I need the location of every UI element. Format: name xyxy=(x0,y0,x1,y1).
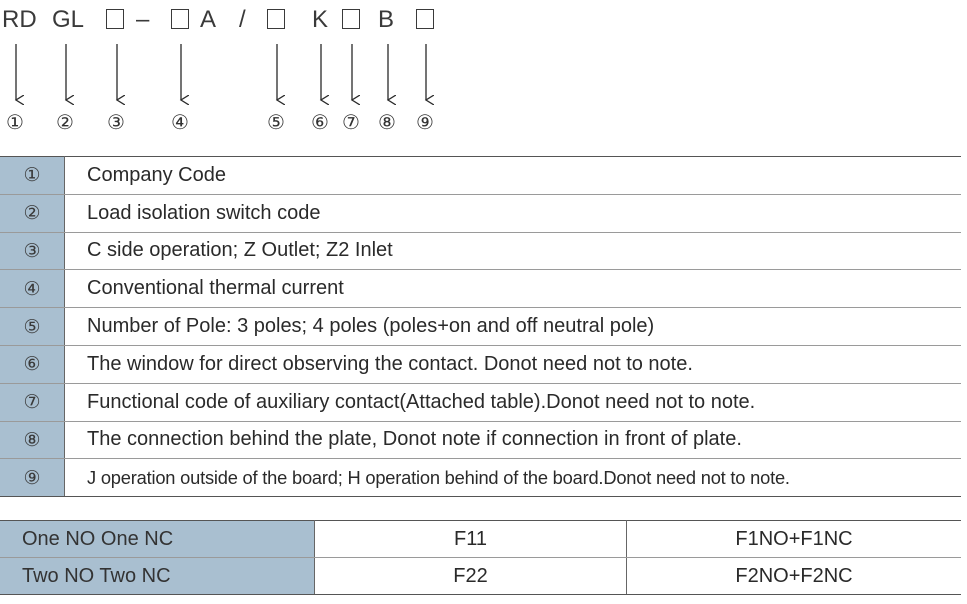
table-row xyxy=(0,383,961,421)
table-row xyxy=(0,308,961,346)
code-slash: / xyxy=(239,6,246,33)
auxiliary-contact-table xyxy=(0,520,961,595)
row-description: Load isolation switch code xyxy=(65,194,962,232)
table-row xyxy=(0,521,961,558)
contact-description: F2NO+F2NC xyxy=(627,558,962,595)
marker-3: ③ xyxy=(107,110,125,134)
row-number: ⑤ xyxy=(0,308,65,346)
table-row xyxy=(0,270,961,308)
marker-9: ⑨ xyxy=(416,110,434,134)
code-k: K xyxy=(312,6,329,33)
marker-2: ② xyxy=(56,110,74,134)
code-rd: RD xyxy=(2,6,37,33)
marker-8: ⑧ xyxy=(378,110,396,134)
row-description: C side operation; Z Outlet; Z2 Inlet xyxy=(65,232,962,270)
row-number: ⑨ xyxy=(0,459,65,497)
table-row xyxy=(0,157,961,195)
table-row xyxy=(0,558,961,595)
row-number: ⑧ xyxy=(0,421,65,459)
row-number: ⑥ xyxy=(0,345,65,383)
row-description: Number of Pole: 3 poles; 4 poles (poles+on and off neutral pole) xyxy=(65,308,962,346)
table-row xyxy=(0,194,961,232)
pointer-arrows xyxy=(0,0,967,110)
code-b: B xyxy=(378,6,395,33)
marker-7: ⑦ xyxy=(342,110,360,134)
code-gl: GL xyxy=(52,6,85,33)
code-dash: – xyxy=(136,6,150,33)
contact-code: F11 xyxy=(315,521,627,558)
table-row xyxy=(0,345,961,383)
contact-description: F1NO+F1NC xyxy=(627,521,962,558)
contact-code: F22 xyxy=(315,558,627,595)
row-description: Functional code of auxiliary contact(Attached table).Donot need not to note. xyxy=(65,383,962,421)
table-row xyxy=(0,421,961,459)
row-number: ④ xyxy=(0,270,65,308)
row-number: ③ xyxy=(0,232,65,270)
row-number: ① xyxy=(0,157,65,195)
contact-label: Two NO Two NC xyxy=(0,558,315,595)
marker-5: ⑤ xyxy=(267,110,285,134)
code-a: A xyxy=(200,6,217,33)
description-table xyxy=(0,156,961,497)
contact-label: One NO One NC xyxy=(0,521,315,558)
table-row xyxy=(0,232,961,270)
row-number: ② xyxy=(0,194,65,232)
row-description: Conventional thermal current xyxy=(65,270,962,308)
marker-6: ⑥ xyxy=(311,110,329,134)
marker-1: ① xyxy=(6,110,24,134)
row-description: J operation outside of the board; H operation behind of the board.Donot need not to note. xyxy=(65,459,962,497)
row-description: The window for direct observing the contact. Donot need not to note. xyxy=(65,345,962,383)
row-description: Company Code xyxy=(65,157,962,195)
table-row xyxy=(0,459,961,497)
row-number: ⑦ xyxy=(0,383,65,421)
marker-4: ④ xyxy=(171,110,189,134)
row-description: The connection behind the plate, Donot note if connection in front of plate. xyxy=(65,421,962,459)
